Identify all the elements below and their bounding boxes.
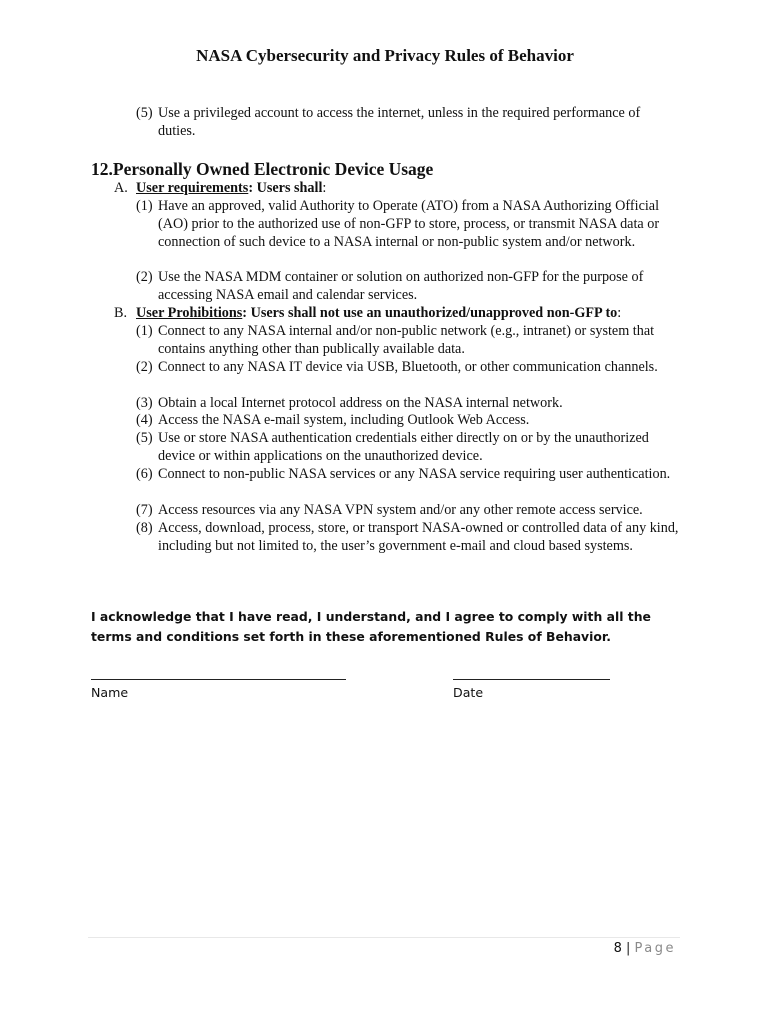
item-text: Connect to non-public NASA services or any NASA service requiring user authentication. bbox=[158, 466, 671, 482]
item-text: Access, download, process, store, or transport NASA-owned or controlled data of any kind, including but not limited to, the user’s government e-mail and cloud based systems. bbox=[158, 520, 679, 554]
name-signature-line[interactable] bbox=[91, 679, 346, 680]
list-item bbox=[136, 359, 681, 377]
item-text: Use the NASA MDM container or solution on authorized non-GFP for the purpose of accessing NASA email and calendar services. bbox=[158, 269, 644, 303]
acknowledgement-text: I acknowledge that I have read, I understand, and I agree to comply with all the terms and conditions set forth in these aforementioned Rules of Behavior. bbox=[91, 609, 651, 644]
subsection-a-heading bbox=[114, 180, 326, 198]
item-text: Obtain a local Internet protocol address on the NASA internal network. bbox=[158, 395, 563, 411]
item-number: (8) bbox=[136, 520, 153, 536]
date-label: Date bbox=[453, 685, 484, 700]
section-heading: 12.Personally Owned Electronic Device Usage bbox=[91, 159, 434, 179]
list-item bbox=[136, 412, 681, 430]
item-number: (3) bbox=[136, 395, 153, 411]
page-label: Page bbox=[634, 941, 676, 956]
subsection-label: User Prohibitions bbox=[136, 305, 243, 321]
item-number: (1) bbox=[136, 198, 153, 214]
item-text: Access the NASA e-mail system, including Outlook Web Access. bbox=[158, 412, 530, 428]
subsection-end: : bbox=[617, 305, 622, 321]
list-item bbox=[136, 466, 681, 484]
subsection-label: User requirements bbox=[136, 180, 249, 196]
item-number: (1) bbox=[136, 323, 153, 339]
item-text: Use or store NASA authentication credentials either directly on or by the unauthorized device or within applications on the unauthorized device. bbox=[158, 430, 649, 464]
name-label: Name bbox=[91, 685, 129, 700]
list-item bbox=[136, 198, 681, 251]
subsection-suffix: : Users shall not use an unauthorized/unapproved non-GFP to bbox=[242, 305, 618, 321]
item-text: Connect to any NASA IT device via USB, Bluetooth, or other communication channels. bbox=[158, 359, 658, 375]
item-text: Have an approved, valid Authority to Operate (ATO) from a NASA Authorizing Official (AO) prior to the authorized use of non-GFP to store, process, or transmit NASA data or connection of such device to a NASA internal or non-public system and/or network. bbox=[158, 198, 660, 250]
date-signature-line[interactable] bbox=[453, 679, 610, 680]
list-item bbox=[136, 323, 681, 359]
item-text: Use a privileged account to access the internet, unless in the required performance of duties. bbox=[158, 105, 641, 139]
item-number: (6) bbox=[136, 466, 153, 482]
item-number: (4) bbox=[136, 412, 153, 428]
subsection-suffix: : Users shall bbox=[248, 180, 323, 196]
item-number: (5) bbox=[136, 105, 153, 121]
item-number: (2) bbox=[136, 359, 153, 375]
list-item bbox=[136, 105, 681, 141]
subsection-letter: A. bbox=[114, 180, 128, 196]
item-number: (2) bbox=[136, 269, 153, 285]
list-item bbox=[136, 502, 681, 520]
footer-divider bbox=[88, 937, 680, 938]
page-number: 8 bbox=[613, 941, 622, 956]
list-item bbox=[136, 430, 681, 466]
footer-separator: | bbox=[625, 941, 631, 956]
item-number: (5) bbox=[136, 430, 153, 446]
item-text: Connect to any NASA internal and/or non-public network (e.g., intranet) or system that contains anything other than publically available data. bbox=[158, 323, 655, 357]
page-title: NASA Cybersecurity and Privacy Rules of Behavior bbox=[196, 46, 574, 65]
subsection-letter: B. bbox=[114, 305, 128, 321]
item-number: (7) bbox=[136, 502, 153, 518]
subsection-b-heading bbox=[114, 305, 621, 323]
list-item bbox=[136, 269, 681, 305]
page-footer bbox=[614, 941, 676, 956]
list-item bbox=[136, 395, 681, 413]
subsection-end: : bbox=[322, 180, 327, 196]
item-text: Access resources via any NASA VPN system and/or any other remote access service. bbox=[158, 502, 643, 518]
list-item bbox=[136, 520, 681, 556]
